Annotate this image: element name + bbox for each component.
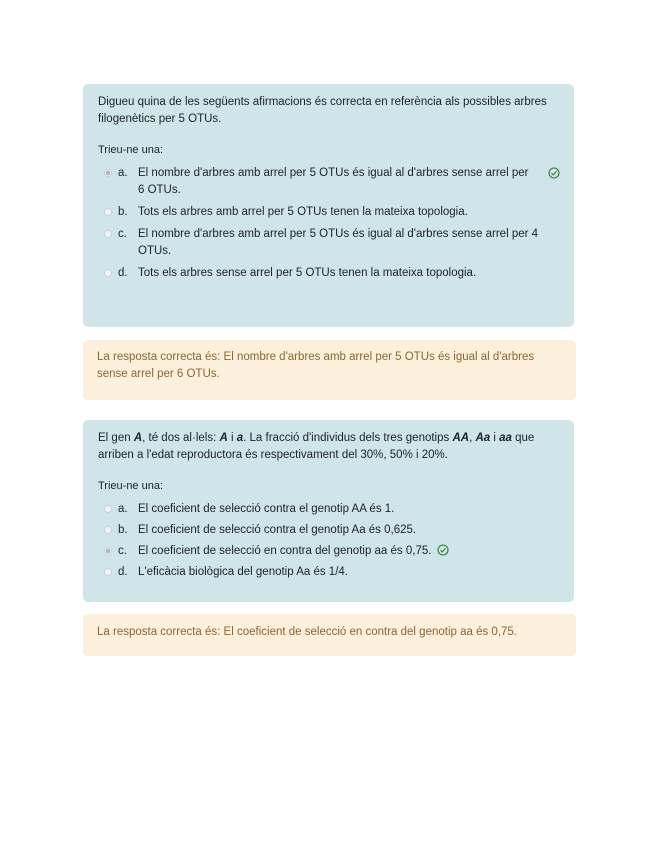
answer-text: Tots els arbres sense arrel per 5 OTUs tenen la mateixa topologia. xyxy=(138,267,477,279)
radio-button[interactable] xyxy=(104,568,112,576)
answer-letter: b. xyxy=(118,206,128,218)
genotype-name: Aa xyxy=(475,432,491,444)
question-2-box xyxy=(83,420,574,602)
question-1-box xyxy=(83,84,574,327)
question-1-text: Digueu quina de les següents afirmacions és correcta en referència als possibles arbres filogenètics per 5 OTUs. xyxy=(98,96,547,125)
check-circle-icon xyxy=(548,167,560,179)
feedback-1-box xyxy=(83,340,576,400)
radio-button-selected[interactable] xyxy=(104,169,112,177)
feedback-1-text: La resposta correcta és: El nombre d'arbres amb arrel per 5 OTUs és igual al d'arbres sense arrel per 6 OTUs. xyxy=(97,351,535,380)
answer-letter: a. xyxy=(118,167,128,179)
question-2-answer-a[interactable] xyxy=(98,501,560,518)
answer-letter: c. xyxy=(118,228,127,240)
radio-button-selected[interactable] xyxy=(104,547,112,555)
answer-text: El nombre d'arbres amb arrel per 5 OTUs és igual al d'arbres sense arrel per 6 OTUs. xyxy=(138,167,529,196)
question-1-answers xyxy=(98,165,560,282)
question-2-text-part: i xyxy=(490,432,500,444)
question-2-text-part: , xyxy=(469,432,476,444)
gene-name: A xyxy=(133,432,143,444)
radio-button[interactable] xyxy=(104,526,112,534)
answer-text: L'eficàcia biològica del genotip Aa és 1/4. xyxy=(138,566,348,578)
question-2-text-part: que arriben a l'edat reproductora és respectivament del 30%, 50% i 20%. xyxy=(98,432,535,461)
answer-letter: b. xyxy=(118,524,128,536)
radio-button[interactable] xyxy=(104,505,112,513)
question-2-answers xyxy=(98,501,560,581)
allele-name: a xyxy=(236,432,244,444)
question-1-answer-c[interactable] xyxy=(98,226,560,260)
question-1-prompt: Trieu-ne una: xyxy=(98,144,164,156)
genotype-name: AA xyxy=(452,432,470,444)
question-2-answer-c[interactable] xyxy=(98,543,560,560)
radio-button[interactable] xyxy=(104,269,112,277)
question-1-answer-d[interactable] xyxy=(98,265,560,282)
question-1-answer-a[interactable] xyxy=(98,165,560,199)
question-2-text-part: El gen xyxy=(98,432,134,444)
answer-text: El coeficient de selecció contra el genotip Aa és 0,625. xyxy=(138,524,417,536)
check-circle-icon xyxy=(437,544,449,556)
answer-letter: c. xyxy=(118,545,127,557)
question-2-answer-d[interactable] xyxy=(98,564,560,581)
answer-text: Tots els arbres amb arrel per 5 OTUs tenen la mateixa topologia. xyxy=(138,206,468,218)
feedback-2-text: La resposta correcta és: El coeficient de selecció en contra del genotip aa és 0,75. xyxy=(97,626,518,638)
question-2-answer-b[interactable] xyxy=(98,522,560,539)
question-1-answer-b[interactable] xyxy=(98,204,560,221)
question-2-text-part: , té dos al·lels: xyxy=(142,432,220,444)
allele-name: A xyxy=(219,432,228,444)
answer-letter: a. xyxy=(118,503,128,515)
answer-text-content: El coeficient de selecció en contra del genotip aa és 0,75. xyxy=(138,545,432,557)
feedback-2-box xyxy=(83,614,576,656)
answer-text: El coeficient de selecció contra el genotip AA és 1. xyxy=(138,503,395,515)
answer-letter: d. xyxy=(118,566,128,578)
answer-text: El nombre d'arbres amb arrel per 5 OTUs és igual al d'arbres sense arrel per 4 OTUs. xyxy=(138,228,539,257)
genotype-name: aa xyxy=(499,432,512,444)
question-2-prompt: Trieu-ne una: xyxy=(98,480,164,492)
radio-button[interactable] xyxy=(104,208,112,216)
answer-text xyxy=(138,543,560,560)
radio-button[interactable] xyxy=(104,230,112,238)
question-2-text-part: . La fracció d'individus dels tres genotips xyxy=(243,432,453,444)
answer-letter: d. xyxy=(118,267,128,279)
question-2-text xyxy=(98,430,560,464)
question-2-text-part: i xyxy=(227,432,237,444)
